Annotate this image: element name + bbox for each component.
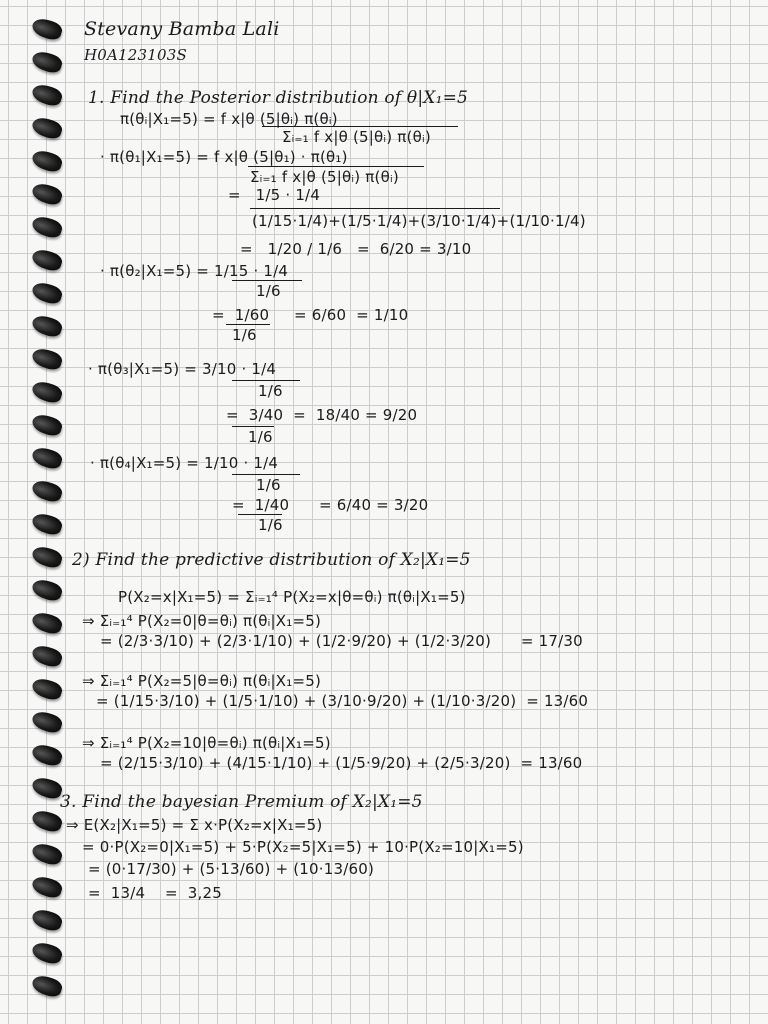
- q3-a: ⇒ E(X₂|X₁=5) = Σ x·P(X₂=x|X₁=5): [66, 816, 323, 834]
- spiral-ring: [30, 115, 64, 141]
- q3-d: = 13/4 = 3,25: [88, 884, 222, 902]
- spiral-ring: [30, 49, 64, 75]
- q1-t4-den: 1/6: [256, 476, 281, 494]
- q1-formula-num: π(θᵢ|X₁=5) = f x|θ (5|θᵢ) π(θᵢ): [120, 110, 338, 128]
- q2-title: 2) Find the predictive distribution of X₂|X₁=5: [72, 550, 471, 570]
- q1-t1-step-den: (1/15·1/4)+(1/5·1/4)+(3/10·1/4)+(1/10·1/4): [252, 212, 586, 230]
- spiral-ring: [30, 808, 64, 834]
- fraction-bar: [232, 280, 302, 281]
- q2-x0-a: ⇒ Σᵢ₌₁⁴ P(X₂=0|θ=θᵢ) π(θᵢ|X₁=5): [82, 612, 322, 630]
- spiral-ring: [30, 379, 64, 405]
- q1-t3-step-den: 1/6: [248, 428, 273, 446]
- spiral-ring: [30, 742, 64, 768]
- q1-t2-num: · π(θ₂|X₁=5) = 1/15 · 1/4: [100, 262, 289, 280]
- fraction-bar: [248, 166, 424, 167]
- q2-x5-a: ⇒ Σᵢ₌₁⁴ P(X₂=5|θ=θᵢ) π(θᵢ|X₁=5): [82, 672, 322, 690]
- spiral-ring: [30, 544, 64, 570]
- fraction-bar: [232, 474, 300, 475]
- spiral-ring: [30, 577, 64, 603]
- spiral-ring: [30, 940, 64, 966]
- fraction-bar: [226, 324, 270, 325]
- q1-t1-result: = 1/20 / 1/6 = 6/20 = 3/10: [240, 240, 472, 258]
- fraction-bar: [232, 426, 274, 427]
- spiral-ring: [30, 709, 64, 735]
- spiral-ring: [30, 511, 64, 537]
- spiral-ring: [30, 82, 64, 108]
- student-id: H0A123103S: [84, 46, 187, 64]
- fraction-bar: [250, 208, 500, 209]
- q3-b: = 0·P(X₂=0|X₁=5) + 5·P(X₂=5|X₁=5) + 10·P(X₂=10|X₁=5): [82, 838, 524, 856]
- spiral-ring: [30, 676, 64, 702]
- q3-c: = (0·17/30) + (5·13/60) + (10·13/60): [88, 860, 375, 878]
- q2-x5-b: = (1/15·3/10) + (1/5·1/10) + (3/10·9/20) + (1/10·3/20) = 13/60: [96, 692, 589, 710]
- q1-t3-num: · π(θ₃|X₁=5) = 3/10 · 1/4: [88, 360, 277, 378]
- spiral-ring: [30, 445, 64, 471]
- spiral-ring: [30, 478, 64, 504]
- spiral-ring: [30, 841, 64, 867]
- spiral-ring: [30, 874, 64, 900]
- spiral-ring: [30, 148, 64, 174]
- fraction-bar: [238, 514, 282, 515]
- spiral-ring: [30, 412, 64, 438]
- q1-formula-den: Σᵢ₌₁ f x|θ (5|θᵢ) π(θᵢ): [282, 128, 431, 146]
- q1-t1-num: · π(θ₁|X₁=5) = f x|θ (5|θ₁) · π(θ₁): [100, 148, 348, 166]
- spiral-ring: [30, 247, 64, 273]
- spiral-ring: [30, 643, 64, 669]
- q1-title: 1. Find the Posterior distribution of θ|X₁=5: [88, 88, 469, 108]
- student-name: Stevany Bamba Lali: [84, 18, 280, 40]
- spiral-ring: [30, 346, 64, 372]
- q3-title: 3. Find the bayesian Premium of X₂|X₁=5: [60, 792, 423, 812]
- q2-formula: P(X₂=x|X₁=5) = Σᵢ₌₁⁴ P(X₂=x|θ=θᵢ) π(θᵢ|X₁=5): [118, 588, 466, 606]
- q1-t3-den: 1/6: [258, 382, 283, 400]
- fraction-bar: [262, 126, 458, 127]
- spiral-ring: [30, 16, 64, 42]
- q2-x0-b: = (2/3·3/10) + (2/3·1/10) + (1/2·9/20) + (1/2·3/20) = 17/30: [100, 632, 583, 650]
- q1-t2-step: = 1/60 = 6/60 = 1/10: [212, 306, 409, 324]
- spiral-binding: [28, 20, 68, 1010]
- q1-t4-step-den: 1/6: [258, 516, 283, 534]
- q1-t2-den: 1/6: [256, 282, 281, 300]
- spiral-ring: [30, 610, 64, 636]
- q1-t1-step-num: = 1/5 · 1/4: [228, 186, 321, 204]
- q1-t4-step: = 1/40 = 6/40 = 3/20: [232, 496, 429, 514]
- spiral-ring: [30, 214, 64, 240]
- spiral-ring: [30, 313, 64, 339]
- spiral-ring: [30, 181, 64, 207]
- q1-t2-step-den: 1/6: [232, 326, 257, 344]
- fraction-bar: [232, 380, 300, 381]
- spiral-ring: [30, 280, 64, 306]
- q2-x10-a: ⇒ Σᵢ₌₁⁴ P(X₂=10|θ=θᵢ) π(θᵢ|X₁=5): [82, 734, 331, 752]
- spiral-ring: [30, 775, 64, 801]
- q2-x10-b: = (2/15·3/10) + (4/15·1/10) + (1/5·9/20) + (2/5·3/20) = 13/60: [100, 754, 583, 772]
- spiral-ring: [30, 973, 64, 999]
- spiral-ring: [30, 907, 64, 933]
- q1-t3-step: = 3/40 = 18/40 = 9/20: [226, 406, 418, 424]
- q1-t1-den: Σᵢ₌₁ f x|θ (5|θᵢ) π(θᵢ): [250, 168, 399, 186]
- q1-t4-num: · π(θ₄|X₁=5) = 1/10 · 1/4: [90, 454, 279, 472]
